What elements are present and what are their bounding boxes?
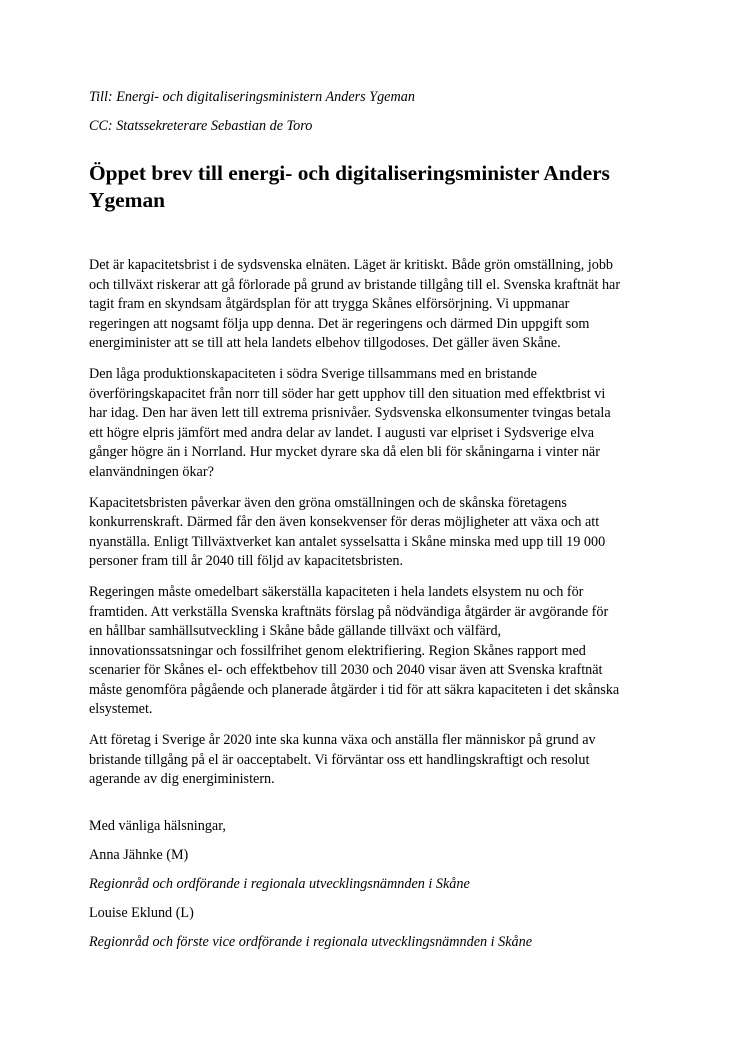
letter-page (89, 88, 664, 962)
body-paragraph: Kapacitetsbristen påverkar även den gröna omställningen och de skånska företagens konkurrenskraft. Därmed får den även konsekvenser för deras möjligheter att växa och att nyanställa. Enligt Tillväxtverket kan antalet sysselsatta i Skåne minska med upp till 19 000 personer fram till år 2040 till följd av kapacitetsbristen. (89, 494, 606, 570)
letter-title: Öppet brev till energi- och digitaliseringsminister Anders Ygeman (89, 161, 610, 212)
signatory-role: Regionråd och ordförande i regionala utvecklingsnämnden i Skåne (89, 875, 470, 892)
signatory-name: Louise Eklund (L) (89, 904, 194, 921)
letter-body (89, 256, 664, 790)
body-paragraph: Den låga produktionskapaciteten i södra Sverige tillsammans med en bristande överföringskapacitet från norr till söder har gett upphov till den situation med effektbrist vi har idag. Den har även lett till extrema prisnivåer. Sydsvenska elkonsumenter tvingas betala ett högre elpris jämfört med andra delar av landet. I augusti var elpriset i Sydsverige elva gånger högre än i Norrland. Hur mycket dyrare ska då elen bli för skåningarna i vinter när elanvändningen ökar? (89, 365, 611, 480)
signatory-role: Regionråd och förste vice ordförande i regionala utvecklingsnämnden i Skåne (89, 933, 532, 950)
cc-line: CC: Statssekreterare Sebastian de Toro (89, 118, 313, 134)
signatory-name: Anna Jähnke (M) (89, 846, 189, 863)
body-paragraph: Att företag i Sverige år 2020 inte ska kunna växa och anställa fler människor på grund av bristande tillgång på el är oacceptabelt. Vi förväntar oss ett handlingskraftigt och resolut agerande av dig energiministern. (89, 732, 596, 788)
closing-greeting: Med vänliga hälsningar, (89, 817, 226, 834)
recipient-line: Till: Energi- och digitaliseringsministern Anders Ygeman (89, 89, 415, 105)
letter-closing (89, 817, 664, 952)
body-paragraph: Regeringen måste omedelbart säkerställa kapaciteten i hela landets elsystem nu och för framtiden. Att verkställa Svenska kraftnäts förslag på nödvändiga åtgärder är avgörande för en hållbar samhällsutveckling i Skåne både gällande tillväxt och välfärd, innovationssatsningar och fossilfrihet genom elektrifiering. Region Skånes rapport med scenarier för Skånes el- och effektbehov till 2030 och 2040 visar även att Svenska kraftnät måste genomföra pågående och planerade åtgärder i tid för att säkra kapaciteten i det skånska elsystemet. (89, 583, 620, 718)
body-paragraph: Det är kapacitetsbrist i de sydsvenska elnäten. Läget är kritiskt. Både grön omställning, jobb och tillväxt riskerar att gå förlorade på grund av bristande tillgång till el. Svenska kraftnät har tagit fram en skyndsam åtgärdsplan för att trygga Skånes elförsörjning. Vi uppmanar regeringen att nogsamt följa upp denna. Det är regeringens och därmed Din uppgift som energiminister att se till att hela landets elbehov tillgodoses. Det gäller även Skåne. (89, 257, 621, 352)
